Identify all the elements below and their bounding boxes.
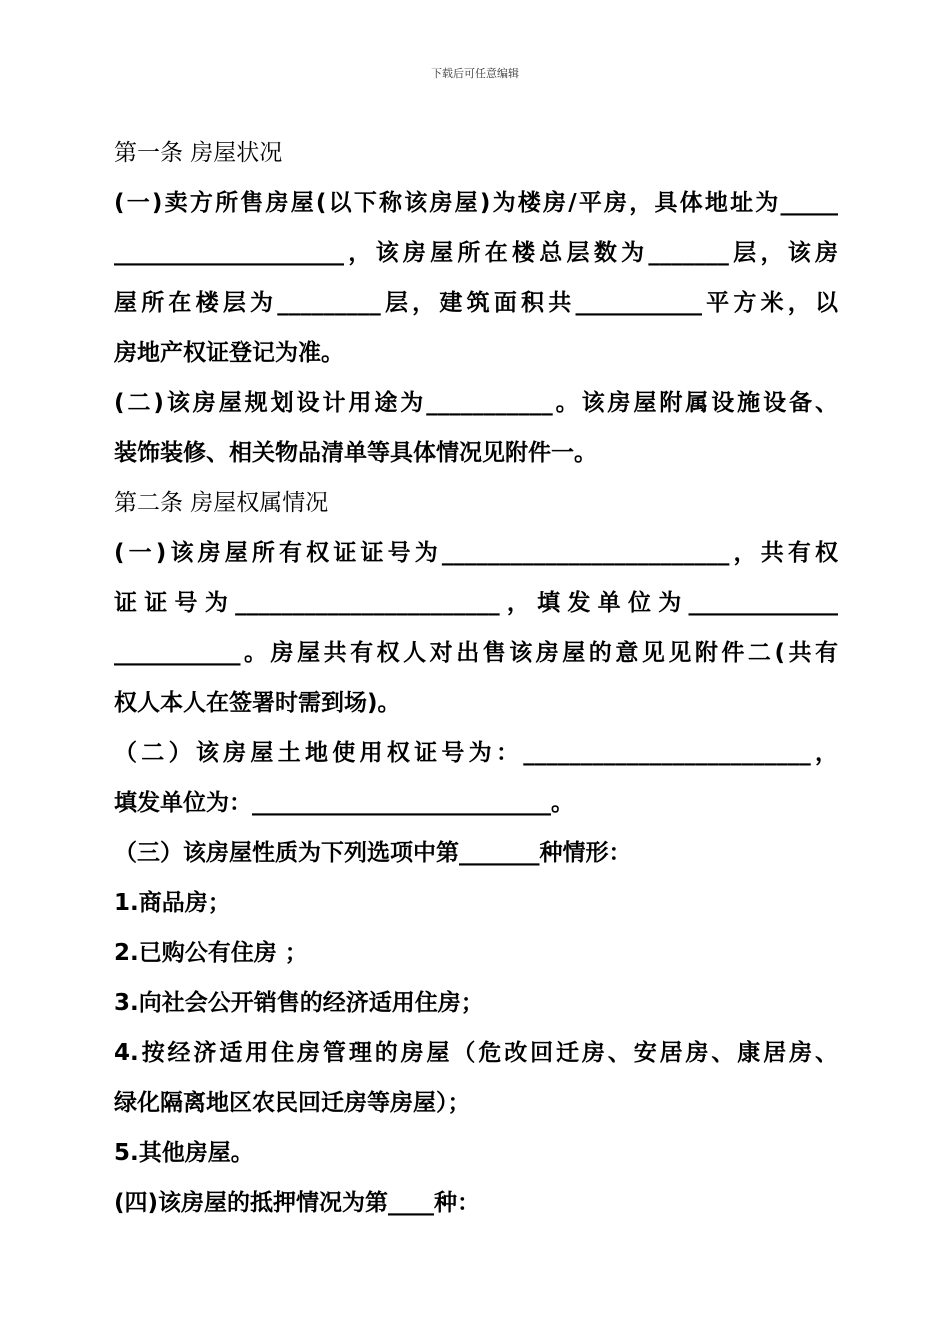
- paragraph-line: ___________。房屋共有权人对出售该房屋的意见见附件二(共有: [114, 640, 838, 666]
- paragraph-line: (一)该房屋所有权证证号为_________________________，共有权: [114, 540, 838, 566]
- article-1-heading: 第一条 房屋状况: [114, 140, 283, 166]
- paragraph-line: (四)该房屋的抵押情况为第____种：: [114, 1190, 481, 1216]
- paragraph-line: （三）该房屋性质为下列选项中第_______种情形：: [114, 840, 632, 866]
- paragraph-line: 填发单位为：__________________________。: [114, 790, 574, 816]
- paragraph-line: (二)该房屋规划设计用途为___________。该房屋附属设施设备、: [114, 390, 838, 416]
- list-item: 1.商品房；: [114, 890, 231, 916]
- list-item: 3.向社会公开销售的经济适用住房；: [114, 990, 484, 1016]
- paragraph-line: （二）该房屋土地使用权证号为：_________________________，: [114, 740, 838, 766]
- paragraph-line: 屋所在楼层为_________层，建筑面积共___________平方米，以: [114, 290, 838, 316]
- document-body: [114, 128, 838, 1228]
- page-header: 下载后可任意编辑: [431, 67, 519, 80]
- paragraph-line: ____________________，该房屋所在楼总层数为_______层，该房: [114, 240, 838, 266]
- list-item: 5.其他房屋。: [114, 1140, 254, 1166]
- paragraph-line: 房地产权证登记为准。: [114, 340, 344, 366]
- paragraph-line: 装饰装修、相关物品清单等具体情况见附件一。: [114, 440, 597, 466]
- list-item-continuation: 绿化隔离地区农民回迁房等房屋）；: [114, 1090, 471, 1116]
- paragraph-line: 证证号为_______________________，填发单位为_____________: [114, 590, 838, 616]
- list-item: 2.已购公有住房 ；: [114, 940, 308, 966]
- list-item: 4.按经济适用住房管理的房屋（危改回迁房、安居房、康居房、: [114, 1040, 838, 1066]
- paragraph-line: (一)卖方所售房屋(以下称该房屋)为楼房/平房，具体地址为_____: [114, 190, 838, 216]
- article-2-heading: 第二条 房屋权属情况: [114, 490, 329, 516]
- paragraph-line: 权人本人在签署时需到场)。: [114, 690, 401, 716]
